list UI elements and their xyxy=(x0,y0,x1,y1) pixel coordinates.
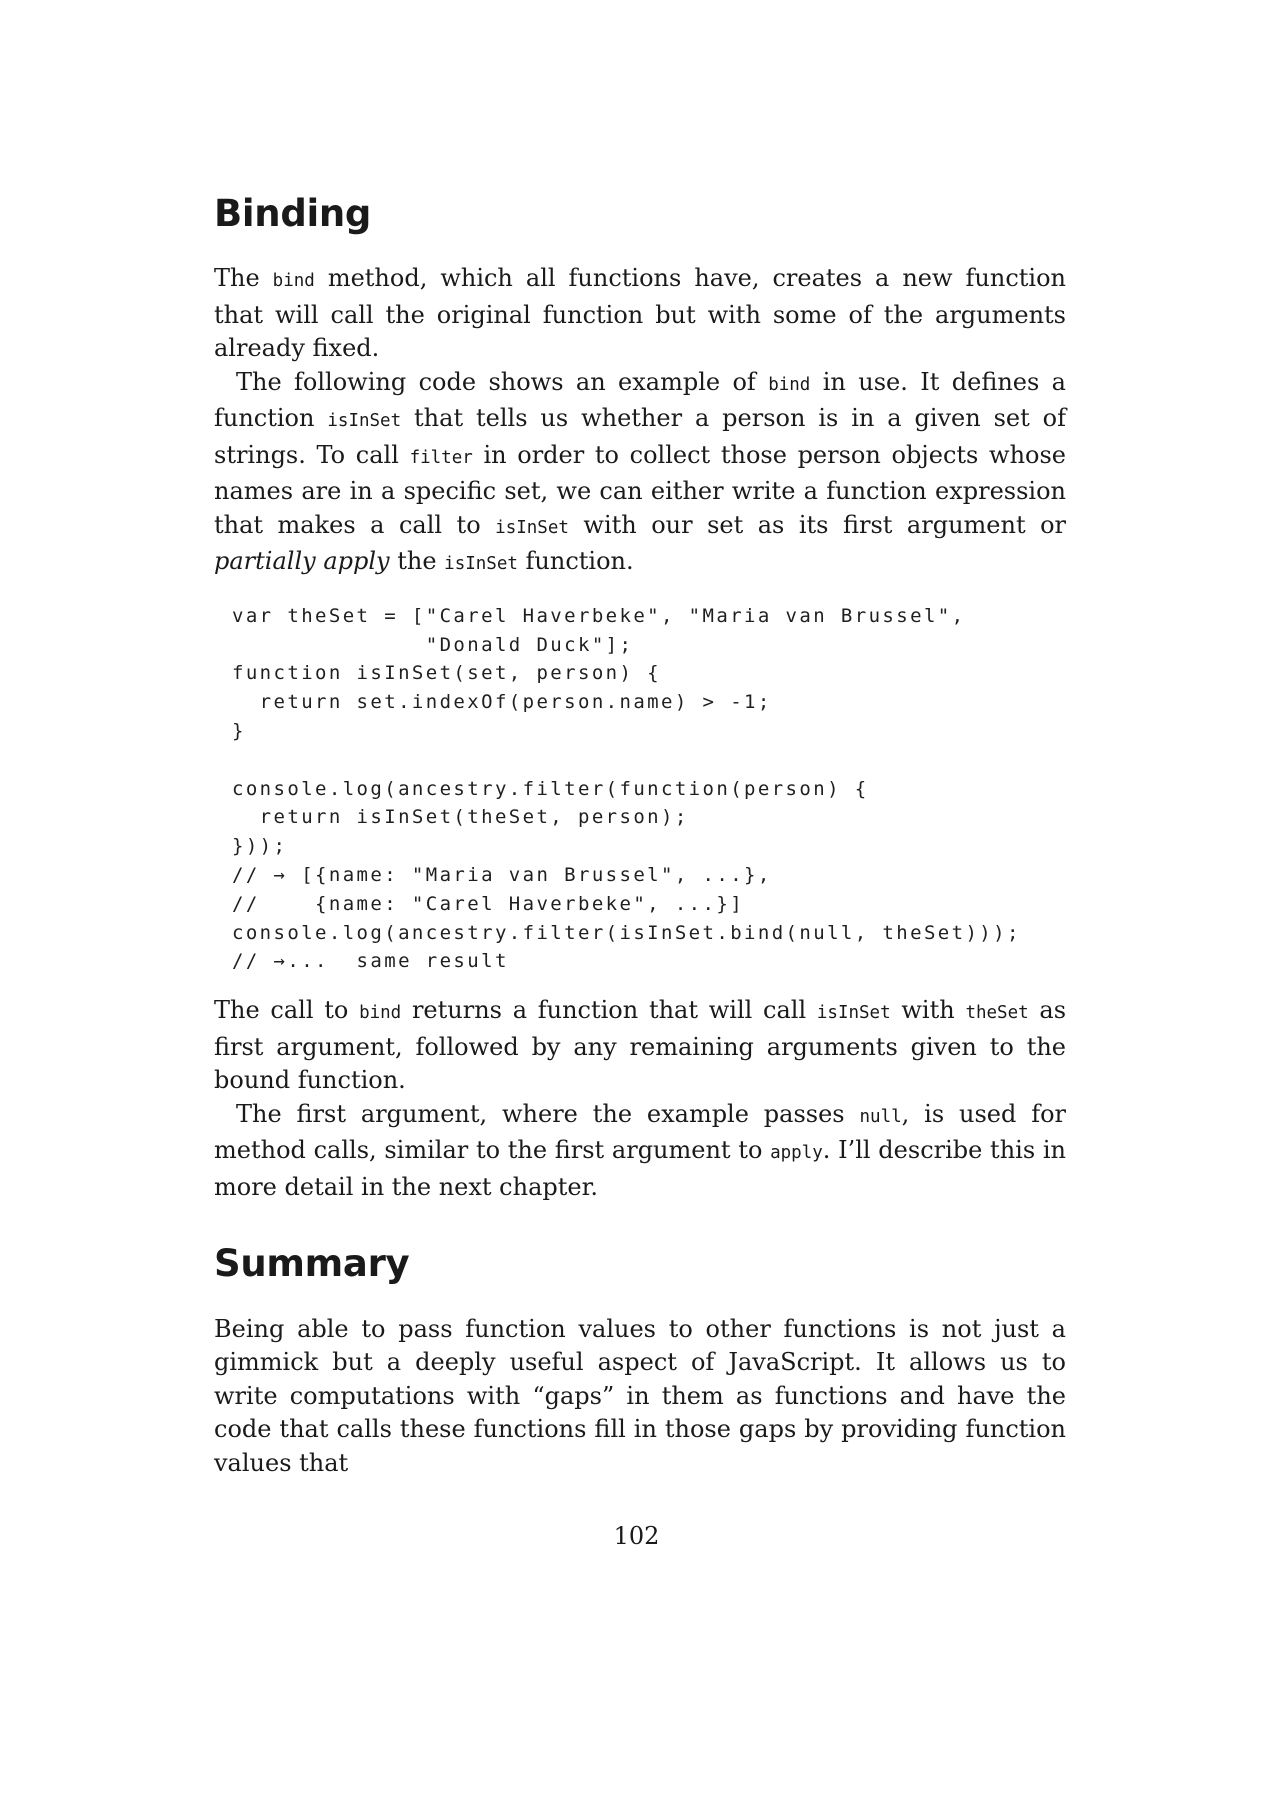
code-block: var theSet = ["Carel Haverbeke", "Maria van Brussel", "Donald Duck"]; function isInSet(set, person) { return set.indexOf(person.name) > -1; } console.log(ancestry.filter(function(person) { return isInSet(theSet, person); })); // → [{name: "Maria van Brussel", ...}, // {name: "Carel Haverbeke", ...}] console.log(ancestry.filter(isInSet.bind(null, theSet))); // →... same result xyxy=(232,604,1021,973)
section-heading-binding: Binding xyxy=(214,192,372,235)
inline-code: null xyxy=(859,1106,902,1127)
section-heading-summary: Summary xyxy=(214,1242,410,1286)
inline-code: bind xyxy=(359,1003,402,1024)
inline-code: filter xyxy=(409,447,473,468)
paragraph: The following code shows an example of bind in use. It defines a function isInSet that tells us whether a person is in a given set of strings. To call filter in order to collect those person objects whose names are in a specific set, we can either write a function expression that makes a call to isInSet with our set as its first argument or partially apply the isInSet function. xyxy=(214,367,1067,576)
inline-code: isInSet xyxy=(495,517,569,538)
inline-code: bind xyxy=(272,271,315,292)
inline-code: isInSet xyxy=(444,554,518,575)
emphasis: partially apply xyxy=(214,547,390,576)
inline-code: apply xyxy=(770,1143,823,1164)
inline-code: isInSet xyxy=(327,411,402,432)
inline-code: isInSet xyxy=(816,1003,891,1024)
paragraph: The first argument, where the example passes null, is used for method calls, similar to the first argument to apply. I’ll describe this in more detail in the next chapter. xyxy=(214,1099,1067,1201)
page-number: 102 xyxy=(613,1522,660,1550)
paragraph: Being able to pass function values to other functions is not just a gimmick but a deeply useful aspect of JavaScript. It allows us to write computations with “gaps” in them as functions and have the code that calls these functions fill in those gaps by providing function values that xyxy=(214,1314,1066,1477)
page-content xyxy=(214,192,1066,1480)
paragraph: The bind method, which all functions have, creates a new function that will call the original function but with some of the arguments already fixed. xyxy=(214,264,1067,363)
inline-code: theSet xyxy=(965,1003,1029,1024)
inline-code: bind xyxy=(768,374,811,395)
paragraph: The call to bind returns a function that will call isInSet with theSet as first argument, followed by any remaining arguments given to the bound function. xyxy=(214,996,1067,1095)
